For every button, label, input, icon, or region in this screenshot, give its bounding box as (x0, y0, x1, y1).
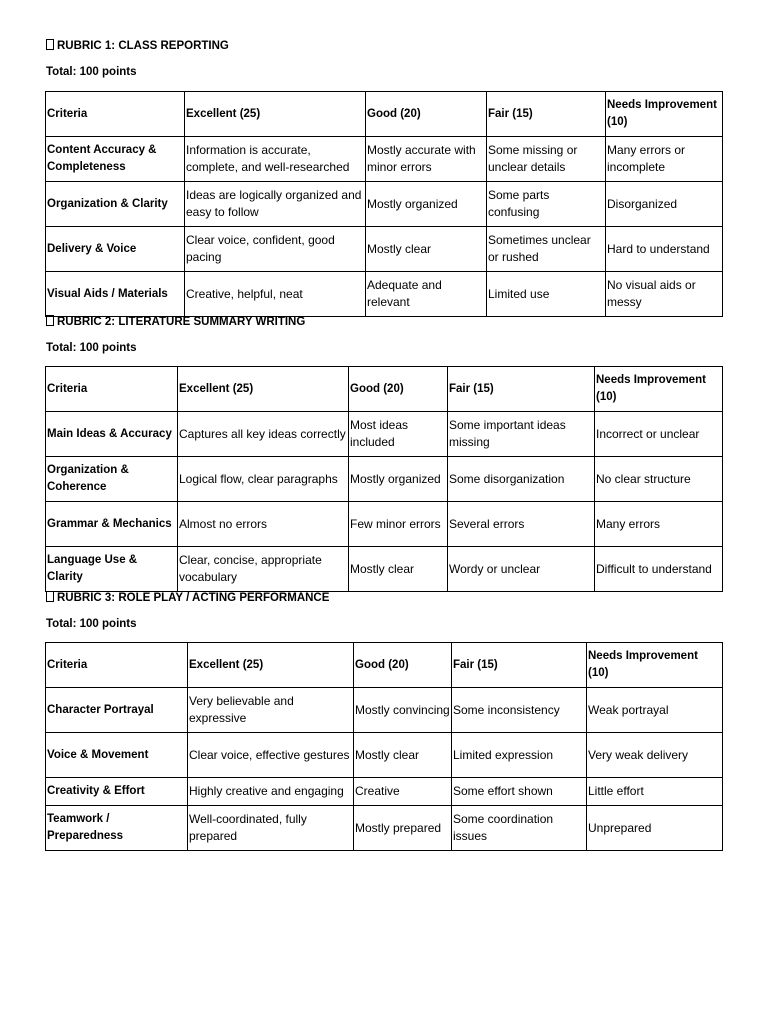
header-cell: Needs Improvement (10) (595, 367, 723, 412)
table-row (46, 778, 723, 806)
table-cell: Information is accurate, complete, and well-researched (185, 137, 366, 182)
rubric-2-table (45, 366, 723, 592)
header-cell: Excellent (25) (188, 643, 354, 688)
table-cell: Incorrect or unclear (595, 412, 723, 457)
criteria-cell: Teamwork / Preparedness (46, 806, 188, 851)
header-cell: Fair (15) (448, 367, 595, 412)
header-cell: Good (20) (349, 367, 448, 412)
table-cell: No clear structure (595, 457, 723, 502)
table-cell: Few minor errors (349, 502, 448, 547)
criteria-cell: Content Accuracy & Completeness (46, 137, 185, 182)
table-cell: Captures all key ideas correctly (178, 412, 349, 457)
header-cell: Criteria (46, 367, 178, 412)
table-cell: Creative, helpful, neat (185, 272, 366, 317)
header-cell: Fair (15) (487, 92, 606, 137)
table-cell: No visual aids or messy (606, 272, 723, 317)
rubric-3-total: Total: 100 points (46, 618, 137, 630)
table-cell: Clear voice, effective gestures (188, 733, 354, 778)
table-cell: Several errors (448, 502, 595, 547)
table-cell: Mostly clear (354, 733, 452, 778)
header-cell: Good (20) (366, 92, 487, 137)
table-cell: Highly creative and engaging (188, 778, 354, 806)
table-header-row (46, 92, 723, 137)
rubric-2-heading: RUBRIC 2: LITERATURE SUMMARY WRITING (46, 314, 305, 331)
table-cell: Some missing or unclear details (487, 137, 606, 182)
header-cell: Fair (15) (452, 643, 587, 688)
header-cell: Criteria (46, 92, 185, 137)
table-cell: Ideas are logically organized and easy to follow (185, 182, 366, 227)
table-row (46, 137, 723, 182)
criteria-cell: Language Use & Clarity (46, 547, 178, 592)
table-cell: Disorganized (606, 182, 723, 227)
table-cell: Very weak delivery (587, 733, 723, 778)
table-cell: Sometimes unclear or rushed (487, 227, 606, 272)
criteria-cell: Creativity & Effort (46, 778, 188, 806)
table-cell: Mostly accurate with minor errors (366, 137, 487, 182)
table-cell: Little effort (587, 778, 723, 806)
rubric-1-heading: RUBRIC 1: CLASS REPORTING (46, 38, 229, 55)
table-row (46, 412, 723, 457)
table-cell: Logical flow, clear paragraphs (178, 457, 349, 502)
table-cell: Some effort shown (452, 778, 587, 806)
table-cell: Almost no errors (178, 502, 349, 547)
table-cell: Many errors or incomplete (606, 137, 723, 182)
table-row (46, 806, 723, 851)
table-row (46, 733, 723, 778)
criteria-cell: Organization & Coherence (46, 457, 178, 502)
table-cell: Some parts confusing (487, 182, 606, 227)
criteria-cell: Character Portrayal (46, 688, 188, 733)
table-cell: Well-coordinated, fully prepared (188, 806, 354, 851)
table-cell: Difficult to understand (595, 547, 723, 592)
table-row (46, 502, 723, 547)
table-cell: Mostly organized (349, 457, 448, 502)
table-cell: Mostly clear (349, 547, 448, 592)
rubric-2-total: Total: 100 points (46, 342, 137, 354)
table-cell: Hard to understand (606, 227, 723, 272)
table-cell: Creative (354, 778, 452, 806)
table-cell: Some inconsistency (452, 688, 587, 733)
missing-glyph-icon (46, 39, 54, 50)
rubric-3-table (45, 642, 723, 851)
missing-glyph-icon (46, 591, 54, 602)
table-cell: Limited expression (452, 733, 587, 778)
table-cell: Some coordination issues (452, 806, 587, 851)
missing-glyph-icon (46, 315, 54, 326)
table-row (46, 457, 723, 502)
rubric-1-total: Total: 100 points (46, 66, 137, 78)
table-row (46, 182, 723, 227)
header-cell: Excellent (25) (178, 367, 349, 412)
table-cell: Mostly clear (366, 227, 487, 272)
table-cell: Limited use (487, 272, 606, 317)
table-cell: Clear, concise, appropriate vocabulary (178, 547, 349, 592)
table-cell: Wordy or unclear (448, 547, 595, 592)
criteria-cell: Organization & Clarity (46, 182, 185, 227)
header-cell: Good (20) (354, 643, 452, 688)
criteria-cell: Grammar & Mechanics (46, 502, 178, 547)
table-row (46, 227, 723, 272)
rubric-3-heading: RUBRIC 3: ROLE PLAY / ACTING PERFORMANCE (46, 590, 329, 607)
rubric-1-table (45, 91, 723, 317)
table-cell: Very believable and expressive (188, 688, 354, 733)
header-cell: Excellent (25) (185, 92, 366, 137)
table-row (46, 272, 723, 317)
header-cell: Needs Improvement (10) (606, 92, 723, 137)
table-cell: Mostly organized (366, 182, 487, 227)
table-cell: Clear voice, confident, good pacing (185, 227, 366, 272)
criteria-cell: Main Ideas & Accuracy (46, 412, 178, 457)
table-cell: Unprepared (587, 806, 723, 851)
header-cell: Needs Improvement (10) (587, 643, 723, 688)
table-cell: Some important ideas missing (448, 412, 595, 457)
table-row (46, 688, 723, 733)
criteria-cell: Visual Aids / Materials (46, 272, 185, 317)
table-cell: Mostly prepared (354, 806, 452, 851)
table-cell: Many errors (595, 502, 723, 547)
table-row (46, 547, 723, 592)
criteria-cell: Delivery & Voice (46, 227, 185, 272)
table-cell: Weak portrayal (587, 688, 723, 733)
table-cell: Some disorganization (448, 457, 595, 502)
table-cell: Adequate and relevant (366, 272, 487, 317)
table-cell: Mostly convincing (354, 688, 452, 733)
header-cell: Criteria (46, 643, 188, 688)
table-header-row (46, 643, 723, 688)
table-header-row (46, 367, 723, 412)
criteria-cell: Voice & Movement (46, 733, 188, 778)
table-cell: Most ideas included (349, 412, 448, 457)
